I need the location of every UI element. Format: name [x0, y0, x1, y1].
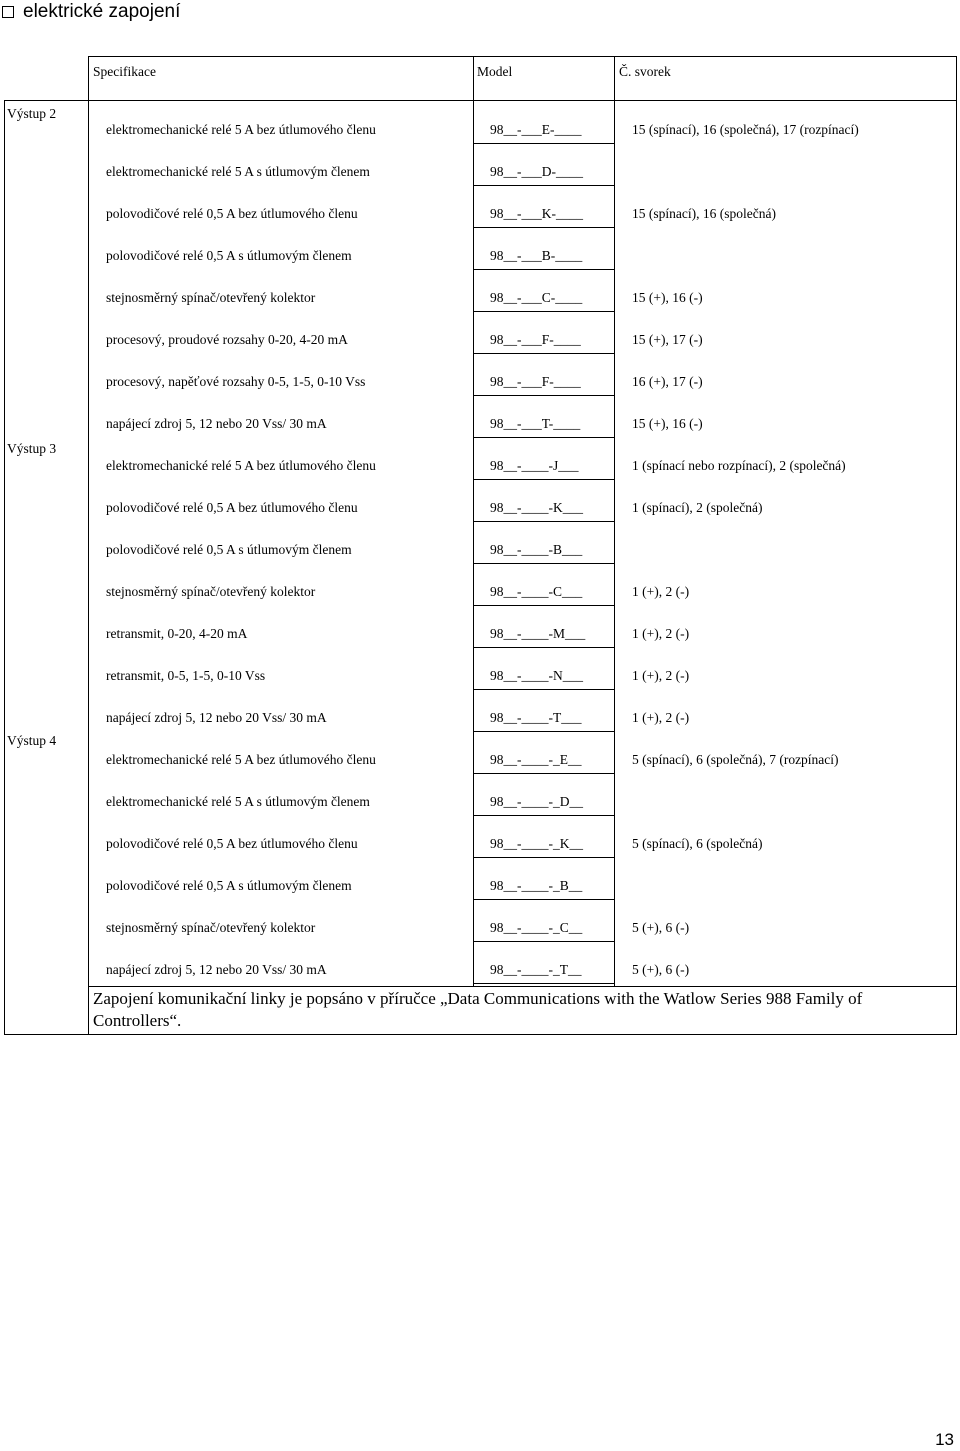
model-cell-left-border: [473, 194, 474, 236]
row-spec: polovodičové relé 0,5 A bez útlumového členu: [106, 206, 358, 221]
row-spec: polovodičové relé 0,5 A s útlumovým členem: [106, 248, 352, 263]
row-spec: polovodičové relé 0,5 A s útlumovým členem: [106, 878, 352, 893]
model-cell-right-border: [614, 530, 615, 572]
section-heading-text: elektrické zapojení: [23, 1, 181, 22]
row-terminal: 5 (spínací), 6 (společná): [632, 836, 763, 851]
model-cell-left-border: [473, 110, 474, 152]
model-cell-left-border: [473, 320, 474, 362]
row-spec: polovodičové relé 0,5 A bez útlumového členu: [106, 836, 358, 851]
row-terminal: 1 (spínací nebo rozpínací), 2 (společná): [632, 458, 846, 473]
row-model: 98__-____-T___: [490, 710, 582, 725]
row-model: 98__-____-B___: [490, 542, 583, 557]
row-model: 98__-____-_C__: [490, 920, 583, 935]
model-cell-right-border: [614, 446, 615, 488]
model-cell-underline: [473, 647, 614, 648]
model-col-top-border: [473, 100, 474, 110]
model-cell-right-border: [614, 950, 615, 986]
model-cell-underline: [473, 227, 614, 228]
model-cell-left-border: [473, 362, 474, 404]
model-cell-left-border: [473, 236, 474, 278]
row-terminal: 1 (+), 2 (-): [632, 584, 690, 599]
model-cell-left-border: [473, 278, 474, 320]
row-terminal: 15 (+), 16 (-): [632, 416, 703, 431]
model-cell-left-border: [473, 866, 474, 908]
group-label: Výstup 2: [7, 106, 57, 121]
model-cell-left-border: [473, 530, 474, 572]
row-spec: elektromechanické relé 5 A bez útlumového členu: [106, 122, 376, 137]
row-terminal: 1 (spínací), 2 (společná): [632, 500, 763, 515]
row-model: 98__-___F-____: [490, 374, 581, 389]
row-spec: napájecí zdroj 5, 12 nebo 20 Vss/ 30 mA: [106, 416, 327, 431]
page-number: 13: [935, 1430, 954, 1449]
row-model: 98__-___F-____: [490, 332, 581, 347]
model-cell-left-border: [473, 698, 474, 740]
model-cell-left-border: [473, 824, 474, 866]
model-cell-right-border: [614, 488, 615, 530]
row-spec: stejnosměrný spínač/otevřený kolektor: [106, 920, 316, 935]
row-model: 98__-___C-____: [490, 290, 583, 305]
row-spec: procesový, proudové rozsahy 0-20, 4-20 mA: [106, 332, 348, 347]
table-bottom-border: [4, 1034, 957, 1035]
model-cell-underline: [473, 857, 614, 858]
group-column-border: [88, 100, 89, 1034]
model-cell-left-border: [473, 488, 474, 530]
model-cell-right-border: [614, 740, 615, 782]
model-cell-left-border: [473, 782, 474, 824]
model-cell-underline: [473, 353, 614, 354]
footer-note: Zapojení komunikační linky je popsáno v příručce „Data Communications with the Watlow Series 988 Family of Controllers“.: [93, 989, 863, 1030]
model-cell-underline: [473, 731, 614, 732]
model-cell-left-border: [473, 572, 474, 614]
model-cell-underline: [473, 941, 614, 942]
header-divider-terminal: [614, 56, 615, 100]
row-terminal: 5 (+), 6 (-): [632, 920, 690, 935]
model-cell-left-border: [473, 950, 474, 986]
model-cell-right-border: [614, 110, 615, 152]
row-spec: procesový, napěťové rozsahy 0-5, 1-5, 0-10 Vss: [106, 374, 366, 389]
model-cell-left-border: [473, 614, 474, 656]
model-cell-right-border: [614, 404, 615, 446]
row-spec: retransmit, 0-5, 1-5, 0-10 Vss: [106, 668, 266, 683]
model-cell-right-border: [614, 152, 615, 194]
footer-top-border: [88, 986, 956, 987]
table-left-border: [4, 100, 5, 1034]
model-cell-underline: [473, 605, 614, 606]
section-heading: [2, 0, 180, 24]
model-cell-right-border: [614, 236, 615, 278]
row-spec: retransmit, 0-20, 4-20 mA: [106, 626, 248, 641]
model-cell-right-border: [614, 782, 615, 824]
model-cell-left-border: [473, 656, 474, 698]
model-cell-right-border: [614, 278, 615, 320]
row-model: 98__-____-C___: [490, 584, 583, 599]
row-model: 98__-____-_B__: [490, 878, 583, 893]
model-cell-underline: [473, 983, 614, 984]
header-terminal: Č. svorek: [619, 64, 671, 79]
model-cell-left-border: [473, 740, 474, 782]
row-terminal: 16 (+), 17 (-): [632, 374, 703, 389]
model-cell-underline: [473, 185, 614, 186]
model-cell-underline: [473, 395, 614, 396]
row-spec: elektromechanické relé 5 A s útlumovým členem: [106, 164, 370, 179]
model-cell-right-border: [614, 908, 615, 950]
row-model: 98__-____-M___: [490, 626, 586, 641]
model-cell-left-border: [473, 152, 474, 194]
row-terminal: 5 (spínací), 6 (společná), 7 (rozpínací): [632, 752, 839, 767]
row-model: 98__-____-_E__: [490, 752, 582, 767]
row-spec: stejnosměrný spínač/otevřený kolektor: [106, 584, 316, 599]
model-cell-underline: [473, 269, 614, 270]
row-model: 98__-___E-____: [490, 122, 582, 137]
model-cell-underline: [473, 437, 614, 438]
model-cell-left-border: [473, 404, 474, 446]
row-terminal: 15 (spínací), 16 (společná), 17 (rozpínací): [632, 122, 859, 137]
row-spec: elektromechanické relé 5 A s útlumovým členem: [106, 794, 370, 809]
row-terminal: 15 (spínací), 16 (společná): [632, 206, 776, 221]
checkbox-bullet-icon: [2, 6, 14, 18]
row-spec: polovodičové relé 0,5 A s útlumovým členem: [106, 542, 352, 557]
terminal-col-top-border: [614, 100, 615, 110]
row-spec: elektromechanické relé 5 A bez útlumového členu: [106, 752, 376, 767]
model-cell-underline: [473, 143, 614, 144]
model-cell-right-border: [614, 698, 615, 740]
group-label: Výstup 3: [7, 441, 57, 456]
row-terminal: 5 (+), 6 (-): [632, 962, 690, 977]
row-model: 98__-___D-____: [490, 164, 583, 179]
model-cell-underline: [473, 689, 614, 690]
row-spec: stejnosměrný spínač/otevřený kolektor: [106, 290, 316, 305]
row-model: 98__-____-_D__: [490, 794, 583, 809]
model-cell-underline: [473, 479, 614, 480]
row-terminal: 15 (+), 16 (-): [632, 290, 703, 305]
model-cell-right-border: [614, 320, 615, 362]
group-label: Výstup 4: [7, 733, 57, 748]
table-top-border: [88, 56, 956, 57]
model-cell-underline: [473, 899, 614, 900]
header-left-border: [88, 56, 89, 100]
row-model: 98__-___T-____: [490, 416, 581, 431]
header-bottom-border: [88, 100, 956, 101]
model-cell-right-border: [614, 824, 615, 866]
model-cell-underline: [473, 773, 614, 774]
model-cell-underline: [473, 563, 614, 564]
row-spec: napájecí zdroj 5, 12 nebo 20 Vss/ 30 mA: [106, 962, 327, 977]
row-terminal: 15 (+), 17 (-): [632, 332, 703, 347]
row-spec: polovodičové relé 0,5 A bez útlumového členu: [106, 500, 358, 515]
model-cell-right-border: [614, 572, 615, 614]
row-terminal: 1 (+), 2 (-): [632, 668, 690, 683]
model-cell-right-border: [614, 194, 615, 236]
row-model: 98__-___K-____: [490, 206, 583, 221]
row-terminal: 1 (+), 2 (-): [632, 710, 690, 725]
row-model: 98__-____-K___: [490, 500, 583, 515]
model-cell-left-border: [473, 446, 474, 488]
model-cell-underline: [473, 311, 614, 312]
header-divider-model: [473, 56, 474, 100]
row-terminal: 1 (+), 2 (-): [632, 626, 690, 641]
row-model: 98__-____-N___: [490, 668, 583, 683]
row-spec: elektromechanické relé 5 A bez útlumového členu: [106, 458, 376, 473]
row-model: 98__-___B-____: [490, 248, 583, 263]
model-cell-underline: [473, 521, 614, 522]
row-model: 98__-____-_T__: [490, 962, 582, 977]
header-model: Model: [477, 64, 513, 79]
model-cell-right-border: [614, 614, 615, 656]
model-cell-right-border: [614, 362, 615, 404]
row-model: 98__-____-_K__: [490, 836, 583, 851]
model-cell-left-border: [473, 908, 474, 950]
model-cell-right-border: [614, 656, 615, 698]
model-cell-underline: [473, 815, 614, 816]
row-spec: napájecí zdroj 5, 12 nebo 20 Vss/ 30 mA: [106, 710, 327, 725]
body-top-border: [4, 100, 88, 101]
model-cell-right-border: [614, 866, 615, 908]
row-model: 98__-____-J___: [490, 458, 579, 473]
table-right-border: [956, 56, 957, 1034]
header-spec: Specifikace: [93, 64, 156, 79]
